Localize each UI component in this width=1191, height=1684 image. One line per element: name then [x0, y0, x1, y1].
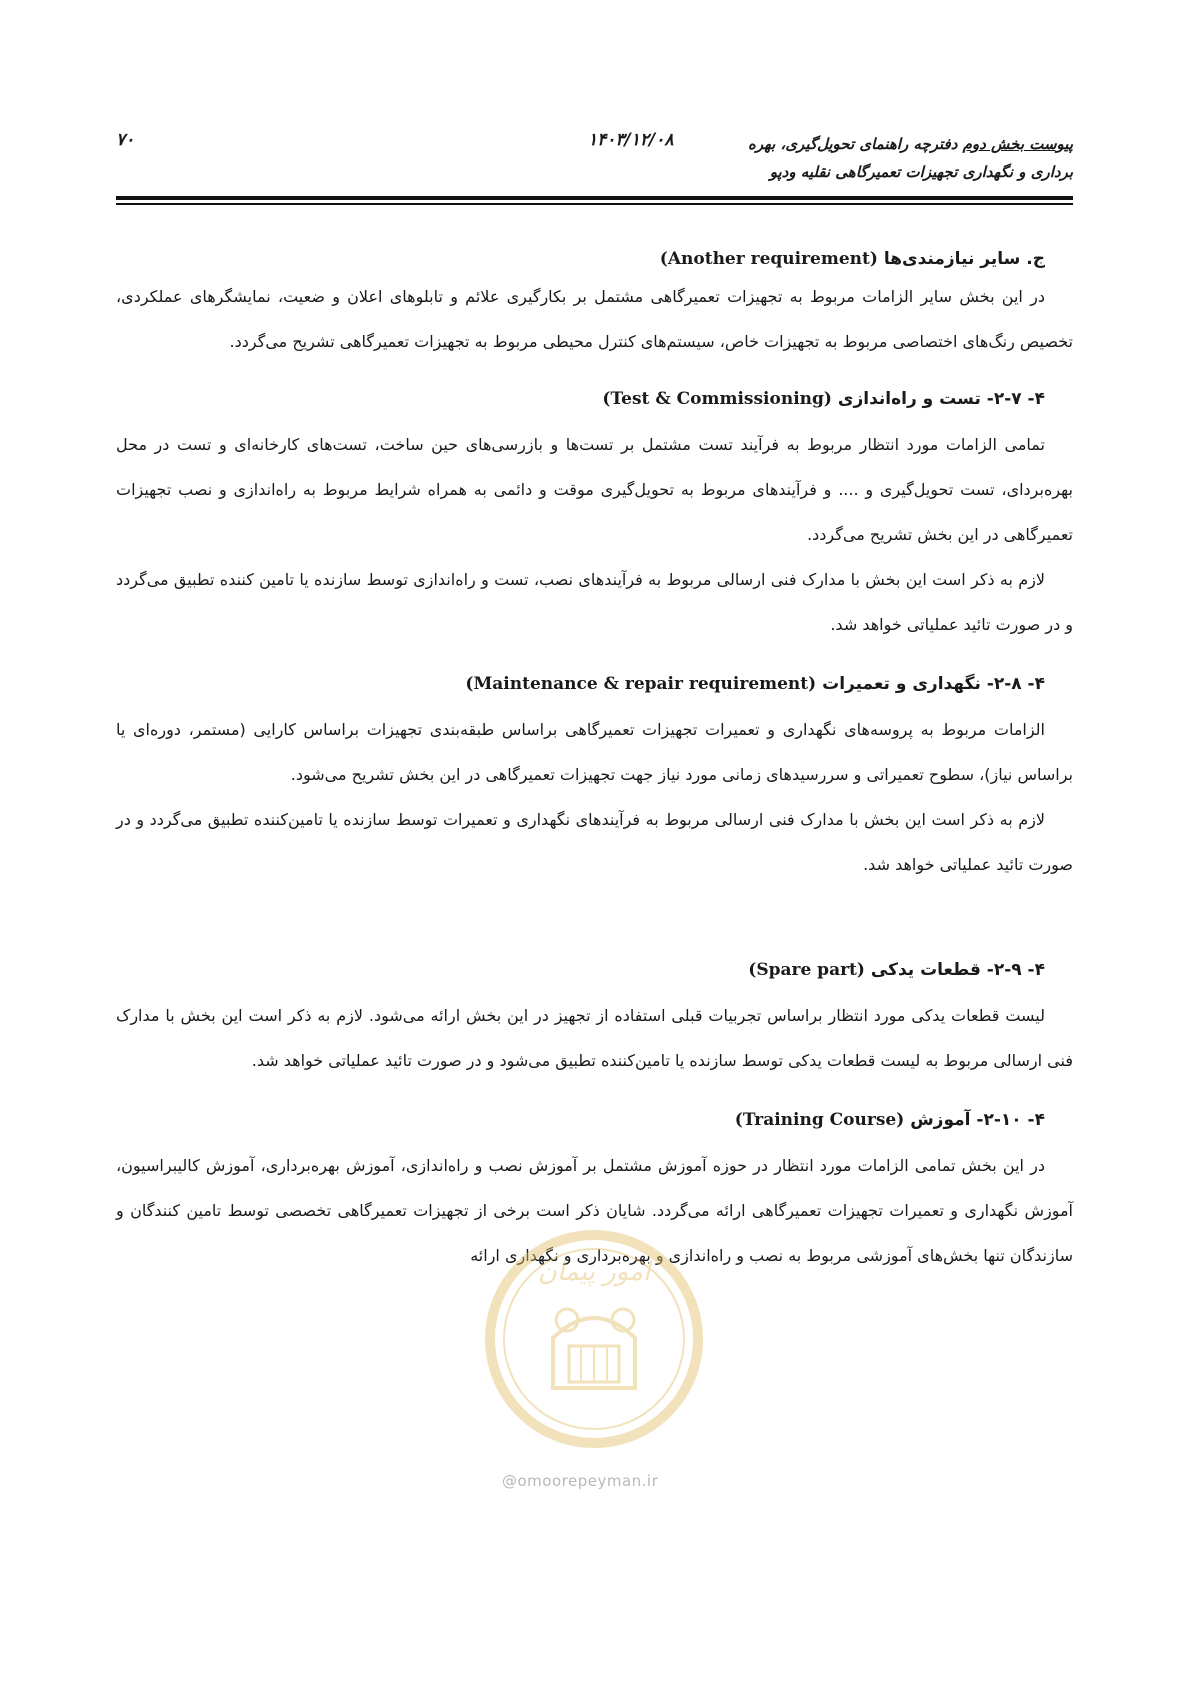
section-heading — [116, 671, 1073, 697]
heading-fa: ج. سایر نیازمندی‌ها — [883, 249, 1045, 269]
paragraph: تمامی الزامات مورد انتظار مربوط به فرآیند تست مشتمل بر تست‌ها و بازرسی‌های حین ساخت، تست‌های کارخانه‌ای و تست در محل بهره‌بردای، تست تحویل‌گیری و .... و فرآیندهای مربوط به تحویل‌گیری موقت و دائمی به همراه شرایط مربوط به راه‌اندازی و نصب تجهیزات تعمیرگاهی در این بخش تشریح می‌گردد. — [116, 435, 1073, 544]
document-body — [116, 246, 1073, 1278]
heading-fa: ۴- ۲-۱۰- آموزش — [910, 1110, 1045, 1130]
heading-fa: ۴- ۲-۹- قطعات یدکی — [870, 960, 1045, 980]
section-heading — [116, 957, 1073, 983]
page-header — [116, 130, 1073, 190]
paragraph: در این بخش تمامی الزامات مورد انتظار در حوزه آموزش مشتمل بر آموزش نصب و راه‌اندازی، آموزش بهره‌برداری، آموزش کالیبراسیون، آموزش نگهداری و تعمیرات تجهیزات تعمیرگاهی ارائه می‌گردد. شایان ذکر است برخی از تجهیزات تعمیرگاهی تخصصی توسط تامین کنندگان و سازندگان تنها بخش‌های آموزشی مربوط به نصب و راه‌اندازی و بهره‌برداری و نگهداری ارائه — [116, 1156, 1073, 1265]
paragraph: در این بخش سایر الزامات مربوط به تجهیزات تعمیرگاهی مشتمل بر بکارگیری علائم و تابلوهای اعلان و ضعیت، نمایشگرهای عملکردی، تخصیص رنگ‌های اختصاصی مربوط به تجهیزات خاص، سیستم‌های کنترل محیطی مربوط به تجهیزات تعمیرگاهی تشریح می‌گردد. — [116, 287, 1073, 351]
heading-en: (Test & Commissioning) — [602, 389, 832, 409]
heading-en: (Maintenance & repair requirement) — [465, 674, 817, 694]
header-title-line-1 — [748, 130, 1073, 158]
page-number: ۷۰ — [116, 130, 135, 150]
heading-en: (Spare part) — [748, 960, 865, 980]
section-test-commissioning — [116, 386, 1073, 647]
heading-fa: ۴- ۲-۷- تست و راه‌اندازی — [837, 389, 1045, 409]
header-date: ۱۴۰۳/۱۲/۰۸ — [588, 130, 674, 150]
heading-en: (Training Course) — [734, 1110, 905, 1130]
paragraph: لیست قطعات یدکی مورد انتظار براساس تجربیات قبلی استفاده از تجهیز در این بخش ارائه می‌شود. لازم به ذکر است این بخش با مدارک فنی ارسالی مربوط به لیست قطعات یدکی توسط سازنده یا تامین‌کننده تطبیق می‌شود و در صورت تائید عملیاتی خواهد شد. — [116, 1006, 1073, 1070]
section-training-course — [116, 1107, 1073, 1278]
section-another-requirement — [116, 246, 1073, 364]
heading-en: (Another requirement) — [659, 249, 878, 269]
watermark-site: @omoorepeyman.ir — [502, 1472, 659, 1490]
header-title-line-2: برداری و نگهداری تجهیزات تعمیرگاهی نقلیه ودپو — [769, 163, 1073, 181]
paragraph: الزامات مربوط به پروسه‌های نگهداری و تعمیرات تجهیزات تعمیرگاهی براساس طبقه‌بندی تجهیزات براساس کارایی (مستمر، دوره‌ای یا براساس نیاز)، سطوح تعمیراتی و سررسیدهای زمانی مورد نیاز جهت تجهیزات تعمیرگاهی در این بخش تشریح می‌شود. — [116, 720, 1073, 784]
paragraph: لازم به ذکر است این بخش با مدارک فنی ارسالی مربوط به فرآیندهای نصب، تست و راه‌اندازی توسط سازنده یا تامین کننده تطبیق می‌گردد و در صورت تائید عملیاتی خواهد شد. — [116, 570, 1073, 634]
watermark-logo-text: امور پیمان — [537, 1257, 651, 1287]
heading-fa: ۴- ۲-۸- نگهداری و تعمیرات — [822, 674, 1045, 694]
section-heading — [116, 1107, 1073, 1133]
header-title-underlined: پیوست بخش دوم — [962, 135, 1073, 153]
header-divider-thick — [116, 196, 1073, 200]
header-title — [748, 130, 1073, 186]
section-spare-part — [116, 957, 1073, 1083]
section-heading — [116, 386, 1073, 412]
paragraph: لازم به ذکر است این بخش با مدارک فنی ارسالی مربوط به فرآیندهای نگهداری و تعمیرات توسط سازنده یا تامین‌کننده تطبیق می‌گردد و در صورت تائید عملیاتی خواهد شد. — [116, 810, 1073, 874]
header-title-rest: دفترچه راهنمای تحویل‌گیری، بهره — [748, 135, 963, 153]
header-divider-thin — [116, 203, 1073, 205]
section-maintenance-repair — [116, 671, 1073, 887]
section-heading — [116, 246, 1073, 272]
